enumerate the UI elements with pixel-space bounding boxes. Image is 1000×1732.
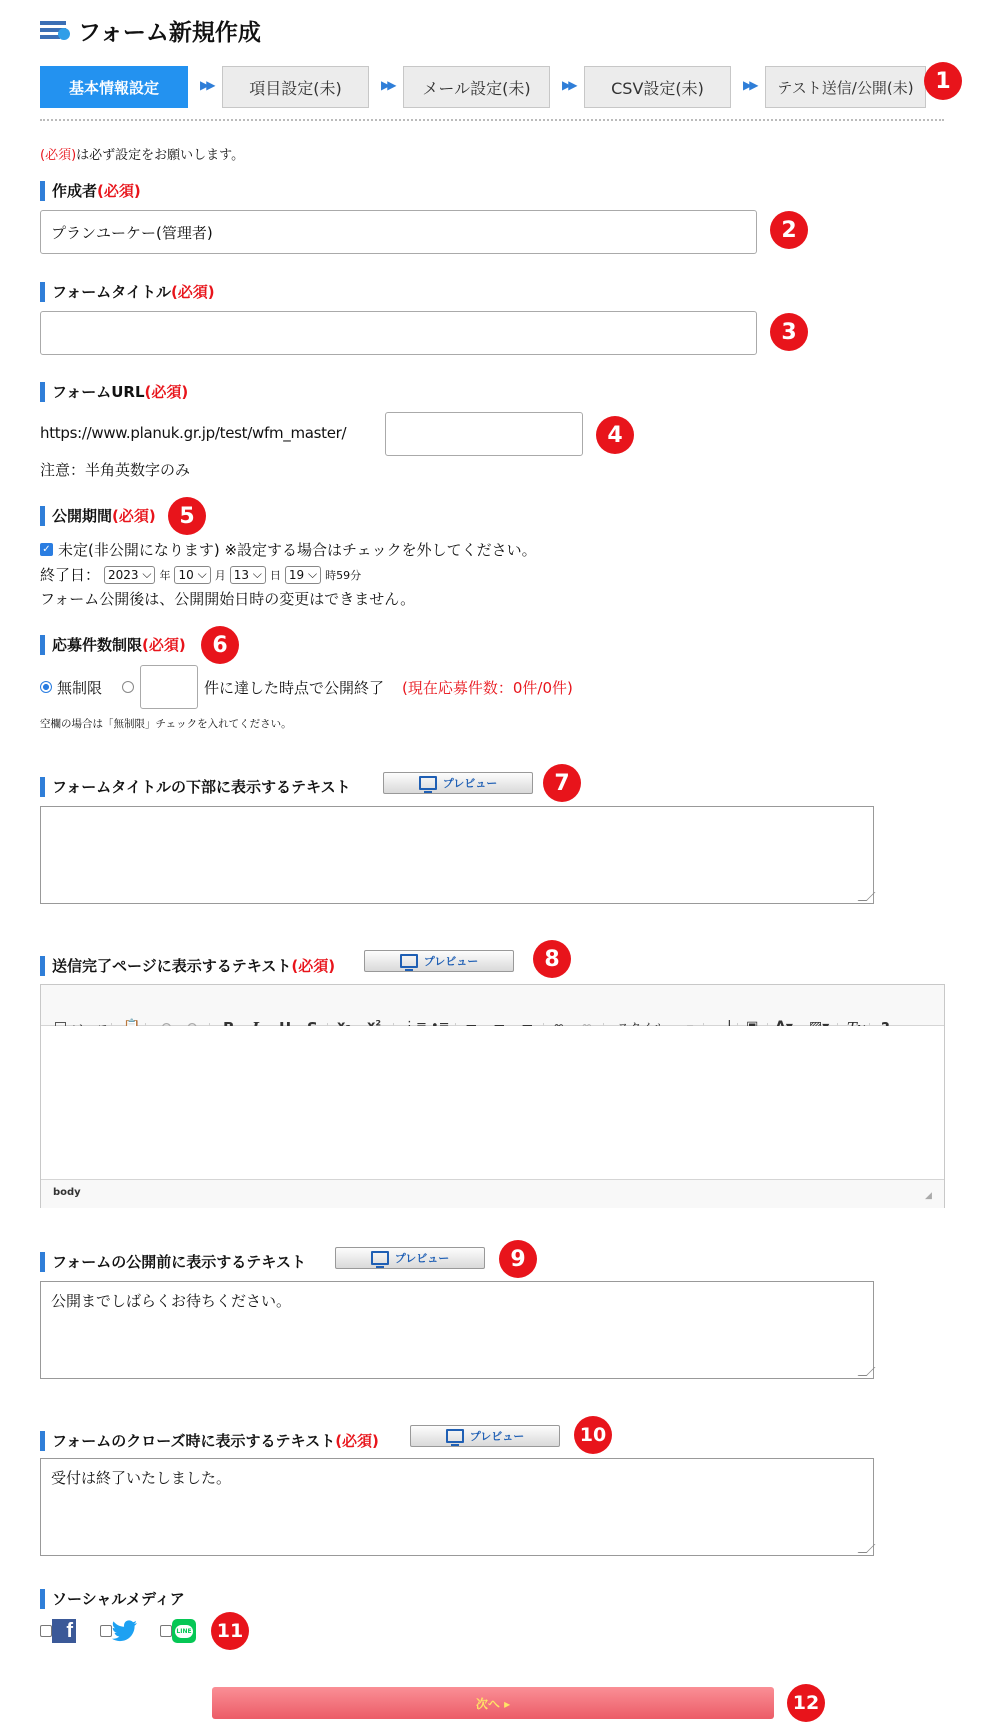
form-url-prefix: https://www.planuk.gr.jp/test/wfm_master/ (40, 424, 347, 442)
badge-2: 2 (770, 211, 808, 249)
preview-button[interactable]: プレビュー (410, 1425, 560, 1447)
badge-8: 8 (533, 940, 571, 978)
form-list-icon (40, 20, 70, 42)
form-title-label: フォームタイトル (必須) (40, 281, 215, 302)
step-csv[interactable]: CSV設定(未) (584, 66, 731, 108)
step-mail[interactable]: メール設定(未) (403, 66, 550, 108)
closed-text-label: フォームのクローズ時に表示するテキスト (必須) (40, 1430, 379, 1451)
preview-button[interactable]: プレビュー (364, 950, 514, 972)
form-title-input[interactable] (40, 311, 757, 355)
step-arrow-icon: ▶▶ (200, 78, 213, 92)
twitter-checkbox[interactable] (100, 1625, 112, 1637)
line-checkbox[interactable] (160, 1625, 172, 1637)
step-divider (40, 119, 944, 121)
before-open-text-label: フォームの公開前に表示するテキスト (40, 1251, 306, 1272)
twitter-icon (112, 1620, 138, 1642)
closed-textarea[interactable]: 受付は終了いたしました。 (40, 1458, 874, 1556)
facebook-checkbox[interactable] (40, 1625, 52, 1637)
badge-10: 10 (574, 1416, 612, 1454)
below-title-textarea[interactable] (40, 806, 874, 904)
required-note: (必須)は必ず設定をお願いします。 (40, 148, 245, 163)
step-arrow-icon: ▶▶ (743, 78, 756, 92)
badge-11: 11 (211, 1612, 249, 1650)
limit-options: 無制限 件に達した時点で公開終了 (現在応募件数：0件/0件) (40, 665, 573, 709)
page-title: フォーム新規作成 (78, 20, 261, 46)
before-open-textarea[interactable]: 公開までしばらくお待ちください。 (40, 1281, 874, 1379)
period-note: フォーム公開後は、公開開始日時の変更はできません。 (40, 590, 416, 608)
period-undecided: ✓ 未定(非公開になります) ※設定する場合はチェックを外してください。 (40, 539, 537, 560)
step-test-publish[interactable]: テスト送信/公開(未) (765, 66, 926, 108)
step-arrow-icon: ▶▶ (562, 78, 575, 92)
social-options (40, 1619, 196, 1643)
badge-1: 1 (924, 62, 962, 100)
preview-button[interactable]: プレビュー (383, 772, 533, 794)
badge-7: 7 (543, 764, 581, 802)
step-items[interactable]: 項目設定(未) (222, 66, 369, 108)
complete-text-label: 送信完了ページに表示するテキスト (必須) (40, 955, 335, 976)
author-label: 作成者 (必須) (40, 180, 141, 201)
step-basic-info[interactable]: 基本情報設定 (40, 66, 188, 108)
resize-handle-icon[interactable]: ◢ (925, 1191, 932, 1201)
preview-button[interactable]: プレビュー (335, 1247, 485, 1269)
below-title-text-label: フォームタイトルの下部に表示するテキスト (40, 776, 351, 797)
period-label: 公開期間 (必須) (40, 505, 156, 526)
author-field[interactable]: プランユーケー(管理者) (40, 210, 757, 254)
form-url-note: 注意：半角英数字のみ (40, 461, 191, 479)
count-input[interactable] (140, 665, 198, 709)
count-radio[interactable] (122, 681, 134, 693)
editor-path: body (53, 1187, 81, 1198)
period-end-date: 終了日： 2023 ⌵ 年 10 ⌵ 月 13 ⌵ 日 19 ⌵ 時59分 (40, 566, 362, 584)
end-month-select[interactable]: 10 ⌵ (174, 566, 210, 584)
badge-6: 6 (201, 626, 239, 664)
badge-12: 12 (787, 1684, 825, 1722)
badge-5: 5 (168, 497, 206, 535)
editor-content-area[interactable] (41, 1026, 944, 1179)
monitor-icon (400, 954, 418, 968)
current-count: (現在応募件数：0件/0件) (402, 678, 573, 697)
next-button[interactable]: 次へ ▸ (212, 1687, 774, 1719)
monitor-icon (419, 776, 437, 790)
form-url-label: フォームURL (必須) (40, 381, 188, 402)
rich-text-editor (40, 984, 945, 1208)
editor-status-bar (41, 1179, 944, 1208)
undecided-checkbox[interactable]: ✓ (40, 543, 53, 556)
social-label: ソーシャルメディア (40, 1588, 185, 1609)
limit-note: 空欄の場合は「無制限」チェックを入れてください。 (40, 718, 292, 730)
end-day-select[interactable]: 13 ⌵ (230, 566, 266, 584)
line-icon: LINE (172, 1619, 196, 1643)
header (40, 14, 261, 47)
badge-9: 9 (499, 1240, 537, 1278)
monitor-icon (446, 1429, 464, 1443)
step-arrow-icon: ▶▶ (381, 78, 394, 92)
badge-4: 4 (596, 416, 634, 454)
end-hour-select[interactable]: 19 ⌵ (285, 566, 321, 584)
facebook-icon: f (52, 1619, 76, 1643)
unlimited-radio[interactable] (40, 681, 52, 693)
badge-3: 3 (770, 313, 808, 351)
monitor-icon (371, 1251, 389, 1265)
end-year-select[interactable]: 2023 ⌵ (104, 566, 155, 584)
limit-label: 応募件数制限 (必須) (40, 634, 186, 655)
form-url-input[interactable] (385, 412, 583, 456)
